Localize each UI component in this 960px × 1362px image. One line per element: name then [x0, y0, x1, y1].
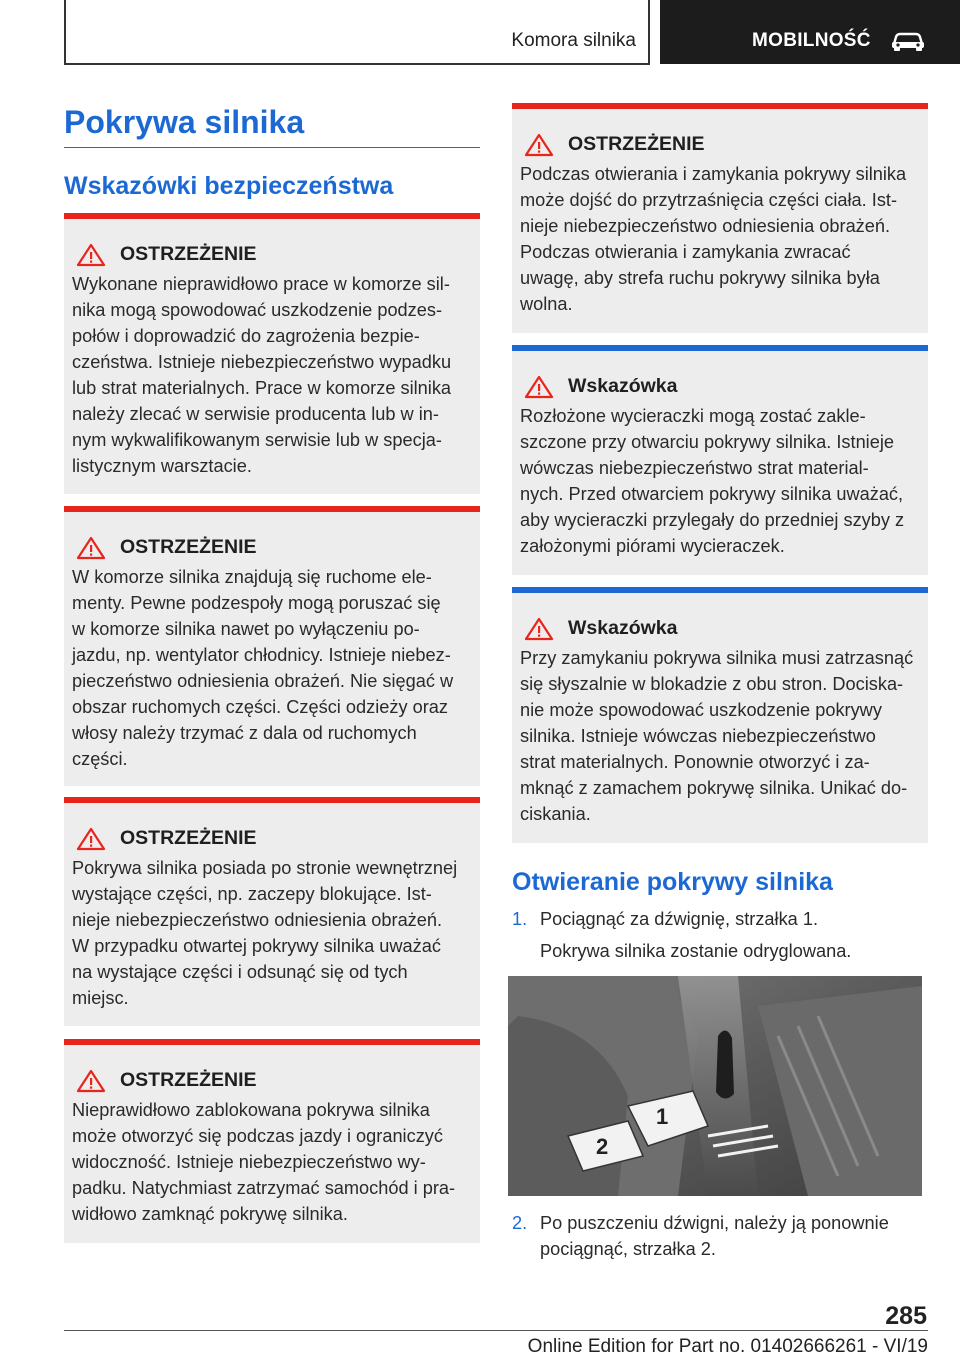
car-icon	[890, 28, 926, 52]
box-heading-text: OSTRZEŻENIE	[568, 133, 705, 155]
box-body: W komorze silnika znajdują się ruchome ele- menty. Pewne podzespoły mogą poruszać się w komorze silnika nawet po wyłączeniu po- jazdu, np. wentylator chłodnicy. Istnieje niebez- pieczeństwo odniesienia obrażeń. Nie sięgać w obszar ruchomych części. Części odzieży oraz włosy należy trzymać z dala od ruchomych części.	[72, 567, 454, 769]
step-number: 1.	[512, 909, 528, 929]
box-body: Wykonane nieprawidłowo prace w komorze sil- nika mogą spowodować uszkodzenie podzes- połów i doprowadzić do zagrożenia bezpie- czeństwa. Istnieje niebezpieczeństwo wypadku lub strat materialnych. Prace w komorze silnika należy zlecać w serwisie producenta lub w in- nym wykwalifikowanym serwisie lub w specja- listycznym warsztacie.	[72, 274, 452, 476]
section-heading-open-hood: Otwieranie pokrywy silnika	[512, 868, 833, 896]
warning-triangle-icon	[524, 133, 554, 157]
note-box	[512, 587, 928, 843]
box-body: Przy zamykaniu pokrywa silnika musi zatrzasnąć się słyszalnie w blokadzie z obu stron. Dociska- nie może spowodować uszkodzenie pokrywy silnika. Istnieje wówczas niebezpieczeństwo strat materialnych. Ponownie otworzyć i za- mknąć z zamachem pokrywę silnika. Unikać do- ciskania.	[520, 648, 914, 824]
step-1-result	[512, 938, 932, 964]
box-body: Pokrywa silnika posiada po stronie wewnętrznej wystające części, np. zaczepy blokujące. Ist- nieje niebezpieczeństwo odniesienia obrażeń. W przypadku otwartej pokrywy silnika uważać na wystające części i odsunąć się od tych miejsc.	[72, 858, 458, 1008]
warning-triangle-icon	[524, 617, 554, 641]
warning-triangle-icon	[76, 1069, 106, 1093]
warning-triangle-icon	[76, 827, 106, 851]
box-heading	[520, 131, 920, 158]
step-text: Pociągnąć za dźwignię, strzałka 1.	[540, 909, 819, 929]
page-number: 285	[885, 1302, 927, 1330]
header-rule-bottom	[64, 63, 650, 65]
box-heading	[72, 241, 472, 268]
box-heading-text: Wskazówka	[568, 617, 678, 639]
box-heading	[520, 615, 920, 642]
warning-triangle-icon	[524, 375, 554, 399]
warning-triangle-icon	[76, 243, 106, 267]
step-1	[512, 906, 932, 932]
warning-box	[512, 103, 928, 333]
header-rule-left	[64, 0, 66, 64]
box-body: Podczas otwierania i zamykania pokrywy silnika może dojść do przytrzaśnięcia części ciała. Ist- nieje niebezpieczeństwo odniesienia obrażeń. Podczas otwierania i zamykania zwracać uwagę, aby strefa ruchu pokrywy silnika była wolna.	[520, 164, 907, 314]
box-body: Rozłożone wycieraczki mogą zostać zakle- szczone przy otwarciu pokrywy silnika. Istnieje wówczas niebezpieczeństwo strat material- nych. Przed otwarciem pokrywy silnika uważać, aby wycieraczki przylegały do przedniej szyby z założonymi piórami wycieraczek.	[520, 406, 905, 556]
box-heading	[72, 825, 472, 852]
box-heading-text: OSTRZEŻENIE	[120, 1069, 257, 1091]
box-heading-text: OSTRZEŻENIE	[120, 243, 257, 265]
box-heading-text: OSTRZEŻENIE	[120, 827, 257, 849]
box-heading	[72, 1067, 472, 1094]
header-rule-divider	[648, 0, 650, 64]
warning-box	[64, 506, 480, 786]
box-heading-text: OSTRZEŻENIE	[120, 536, 257, 558]
photo-illustration	[508, 976, 922, 1196]
warning-box	[64, 797, 480, 1026]
section-subtitle: Wskazówki bezpieczeństwa	[64, 172, 394, 200]
note-box	[512, 345, 928, 575]
box-body: Nieprawidłowo zablokowana pokrywa silnika może otworzyć się podczas jazdy i ograniczyć widoczność. Istnieje niebezpieczeństwo wy- padku. Natychmiast zatrzymać samochód i pra- widłowo zamknąć pokrywę silnika.	[72, 1100, 456, 1224]
warning-box	[64, 213, 480, 494]
photo-arrow-label: 1	[656, 1104, 669, 1129]
warning-box	[64, 1039, 480, 1243]
step-result-text: Pokrywa silnika zostanie odryglowana.	[540, 941, 852, 961]
step-text: Po puszczeniu dźwigni, należy ją ponownie pociągnąć, strzałka 2.	[540, 1213, 889, 1259]
warning-triangle-icon	[76, 536, 106, 560]
title-rule	[64, 147, 480, 148]
step-number: 2.	[512, 1213, 528, 1233]
step-2	[512, 1210, 932, 1262]
footer-edition: Online Edition for Part no. 01402666261 - VI/19	[527, 1336, 928, 1357]
header-chapter-tab	[660, 0, 960, 64]
box-heading	[520, 373, 920, 400]
header-chapter-label: MOBILNOŚĆ	[752, 30, 871, 51]
header-section-title: Komora silnika	[511, 30, 636, 51]
box-heading	[72, 534, 472, 561]
box-heading-text: Wskazówka	[568, 375, 678, 397]
hood-release-lever-photo	[508, 976, 922, 1196]
footer-rule	[64, 1330, 928, 1331]
page-title: Pokrywa silnika	[64, 104, 305, 140]
photo-arrow-label: 2	[596, 1134, 609, 1159]
